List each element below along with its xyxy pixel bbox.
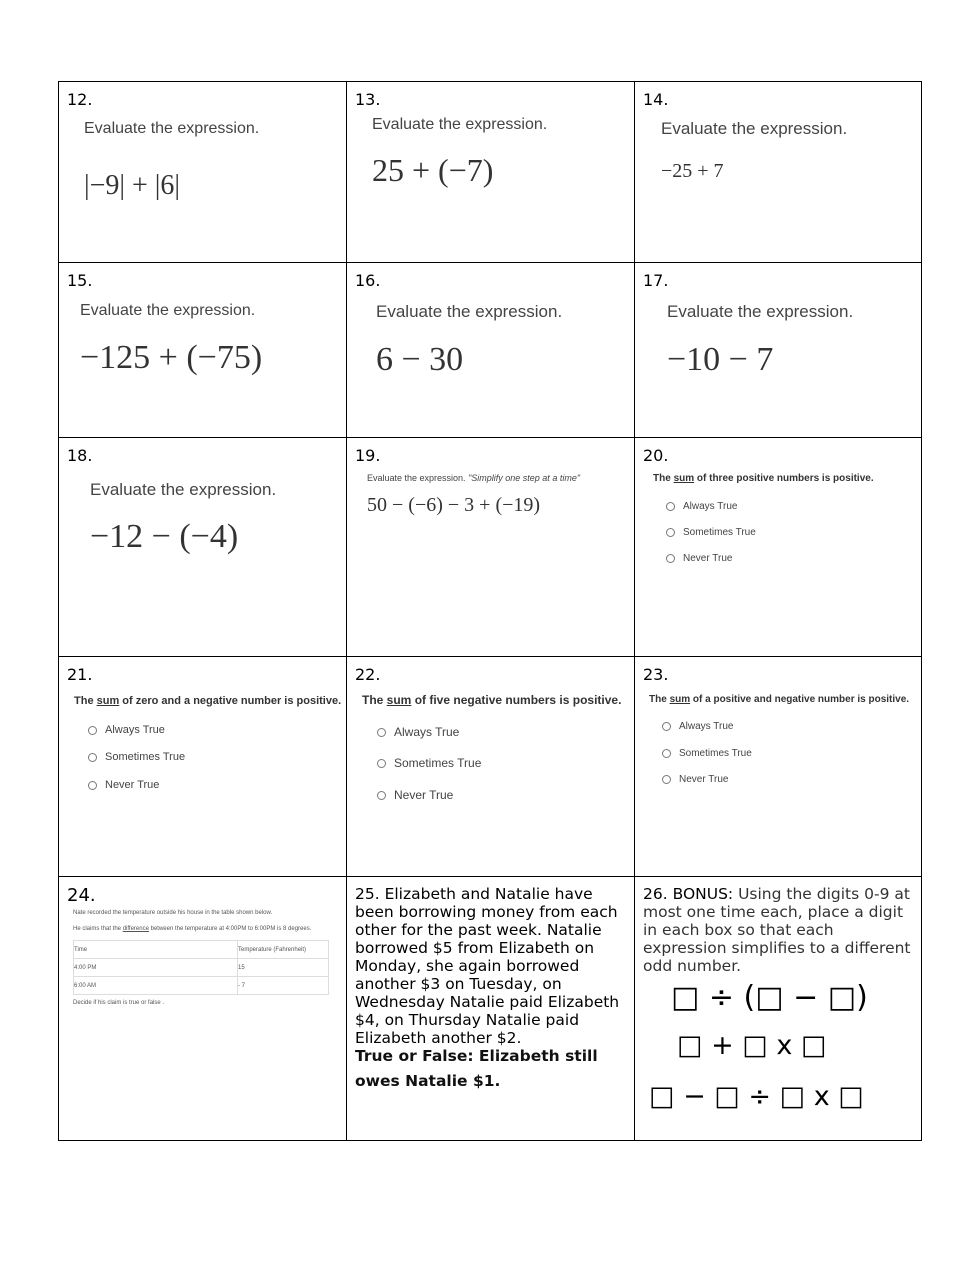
temperature-table	[73, 940, 329, 995]
instruction: Evaluate the expression.	[84, 120, 260, 137]
instruction: Evaluate the expression.	[90, 480, 277, 499]
expression: 25 + (−7)	[372, 152, 494, 188]
problem-number: 21.	[67, 665, 93, 684]
instruction: Evaluate the expression.	[372, 116, 548, 133]
statement: The sum of five negative numbers is positive.	[362, 693, 622, 707]
radio-icon[interactable]	[88, 781, 97, 790]
bonus-expression: □ ÷ (□ − □)	[671, 980, 868, 1015]
radio-icon[interactable]	[88, 726, 97, 735]
problem-21	[59, 657, 347, 877]
problem-24	[59, 877, 347, 1141]
expression: |−9| + |6|	[84, 170, 181, 201]
option-never-true[interactable]: Never True	[88, 779, 159, 791]
table-header: Temperature (Fahrenheit)	[238, 941, 329, 959]
option-never-true[interactable]: Never True	[666, 553, 732, 564]
radio-icon[interactable]	[662, 775, 671, 784]
option-always-true[interactable]: Always True	[662, 721, 733, 732]
option-always-true[interactable]: Always True	[377, 725, 459, 739]
expression: −12 − (−4)	[90, 518, 239, 555]
radio-icon[interactable]	[666, 502, 675, 511]
problem-26	[635, 877, 922, 1141]
option-always-true[interactable]: Always True	[88, 724, 165, 736]
expression: 6 − 30	[376, 341, 464, 378]
problem-text: 25. Elizabeth and Natalie have been borrowing money from each other for the past week. Natalie borrowed $5 from Elizabeth on Monday, she again borrowed another $3 on Tuesday, on Wednesday Natalie paid Elizabeth $4, on Thursday Natalie paid Elizabeth another $2.	[355, 885, 620, 1047]
problem-16	[347, 263, 635, 438]
problem-12	[59, 82, 347, 263]
table-row: 4:00 PM 15	[74, 959, 329, 977]
radio-icon[interactable]	[666, 528, 675, 537]
radio-icon[interactable]	[377, 791, 386, 800]
table-header: Time	[74, 941, 238, 959]
statement: The sum of three positive numbers is positive.	[653, 473, 874, 484]
problem-number: 18.	[67, 446, 93, 465]
question-line-1: True or False: Elizabeth still	[355, 1047, 598, 1065]
instruction: Evaluate the expression.	[667, 302, 854, 321]
hint: "Simplify one step at a time"	[468, 473, 581, 483]
option-never-true[interactable]: Never True	[377, 788, 453, 802]
radio-icon[interactable]	[662, 722, 671, 731]
instruction: Evaluate the expression.	[80, 302, 256, 319]
radio-icon[interactable]	[88, 753, 97, 762]
problem-number: 23.	[643, 665, 669, 684]
option-sometimes-true[interactable]: Sometimes True	[666, 527, 756, 538]
bonus-problem	[643, 885, 913, 975]
statement: The sum of a positive and negative number is positive.	[649, 694, 910, 705]
problem-number: 19.	[355, 446, 381, 465]
bonus-expression: □ − □ ÷ □ x □	[649, 1081, 864, 1112]
option-never-true[interactable]: Never True	[662, 774, 728, 785]
problem-number: 16.	[355, 271, 381, 290]
problem-19	[347, 438, 635, 657]
bonus-expression: □ + □ x □	[677, 1030, 827, 1061]
word-problem	[355, 885, 626, 1090]
problem-number: 24.	[67, 885, 96, 906]
question-text: Decide if his claim is true or false .	[73, 1000, 165, 1006]
radio-icon[interactable]	[377, 759, 386, 768]
problem-text: Using the digits 0-9 at most one time each, place a digit in each box so that each expression simplifies to a different odd number.	[643, 885, 911, 975]
radio-icon[interactable]	[666, 554, 675, 563]
instruction: Evaluate the expression.	[367, 473, 466, 483]
option-sometimes-true[interactable]: Sometimes True	[662, 748, 752, 759]
option-sometimes-true[interactable]: Sometimes True	[377, 756, 481, 770]
problem-number: 15.	[67, 271, 93, 290]
problem-22	[347, 657, 635, 877]
problem-15	[59, 263, 347, 438]
problem-13	[347, 82, 635, 263]
problem-number: 13.	[355, 90, 381, 109]
problem-text: Nate recorded the temperature outside his house in the table shown below.	[73, 910, 273, 916]
expression: −25 + 7	[661, 160, 724, 182]
problem-number: 17.	[643, 271, 669, 290]
radio-icon[interactable]	[662, 749, 671, 758]
instruction: Evaluate the expression.	[661, 119, 848, 138]
problem-number: 14.	[643, 90, 669, 109]
problem-number: 20.	[643, 446, 669, 465]
problem-25	[347, 877, 635, 1141]
claim-text: He claims that the difference between the temperature at 4:00PM to 6:00PM is 8 degrees.	[73, 926, 312, 932]
question-line-2: owes Natalie $1.	[355, 1072, 501, 1090]
problem-20	[635, 438, 922, 657]
problem-number: 12.	[67, 90, 93, 109]
option-always-true[interactable]: Always True	[666, 501, 737, 512]
expression: −125 + (−75)	[80, 339, 263, 376]
expression: −10 − 7	[667, 341, 774, 378]
radio-icon[interactable]	[377, 728, 386, 737]
expression: 50 − (−6) − 3 + (−19)	[367, 494, 541, 516]
instruction: Evaluate the expression.	[376, 302, 563, 321]
problem-grid	[58, 81, 922, 1141]
bonus-label: 26. BONUS:	[643, 885, 734, 903]
problem-14	[635, 82, 922, 263]
problem-23	[635, 657, 922, 877]
option-sometimes-true[interactable]: Sometimes True	[88, 751, 185, 763]
problem-number: 22.	[355, 665, 381, 684]
problem-17	[635, 263, 922, 438]
statement: The sum of zero and a negative number is positive.	[74, 695, 342, 707]
table-row: 6:00 AM - 7	[74, 977, 329, 995]
problem-18	[59, 438, 347, 657]
